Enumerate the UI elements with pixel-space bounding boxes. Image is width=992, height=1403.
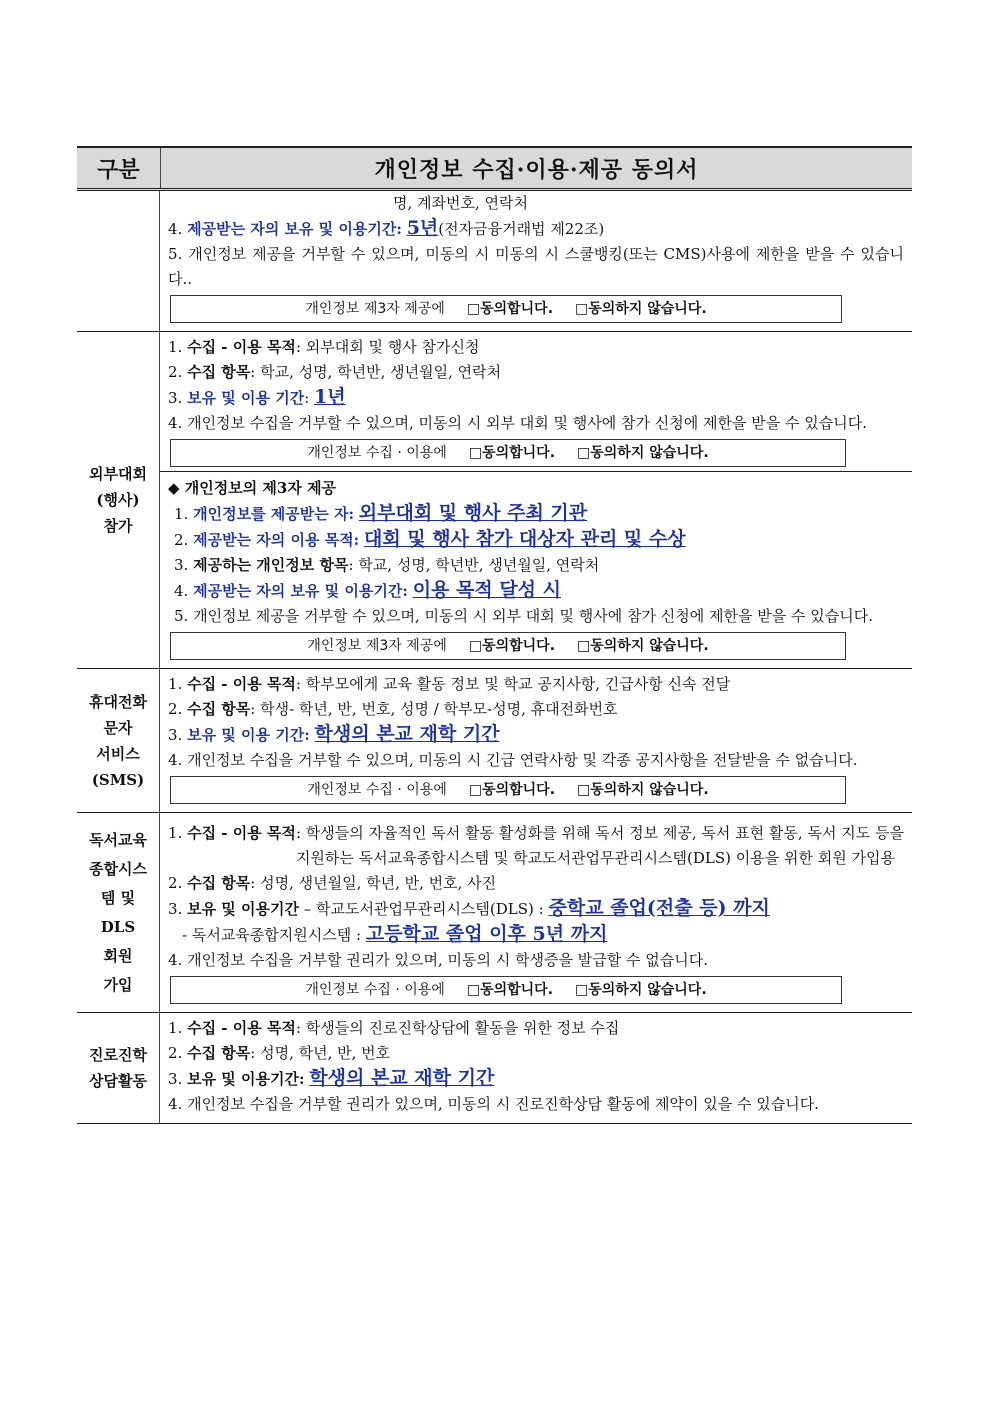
continued-line: 명, 계좌번호, 연락처 bbox=[393, 194, 528, 212]
disagree-checkbox[interactable]: □동의하지 않습니다. bbox=[575, 981, 707, 998]
third-party-section bbox=[160, 471, 912, 660]
disagree-checkbox[interactable]: □동의하지 않습니다. bbox=[577, 444, 709, 461]
agree-checkbox[interactable]: □동의합니다. bbox=[468, 781, 556, 798]
disagree-checkbox[interactable]: □동의하지 않습니다. bbox=[575, 300, 707, 317]
table-header bbox=[77, 146, 912, 191]
row-dls bbox=[77, 813, 912, 1013]
agree-checkbox[interactable]: □동의합니다. bbox=[468, 637, 556, 654]
consent-box-collection: 개인정보 수집 · 이용에 □동의합니다. □동의하지 않습니다. bbox=[170, 976, 842, 1004]
item-retention: 3. 보유 및 이용 기간: 학생의 본교 재학 기간 bbox=[168, 723, 500, 745]
item-fields: 2. 수집 항목: 학생- 학년, 반, 번호, 성명 / 학부모-성명, 휴대전화번호 bbox=[168, 700, 618, 718]
category-external-contest: 외부대회 (행사) 참가 bbox=[77, 332, 160, 668]
consent-box-collection: 개인정보 수집 · 이용에 □동의합니다. □동의하지 않습니다. bbox=[170, 439, 846, 467]
tp-fields: 3. 제공하는 개인정보 항목: 학교, 성명, 학년반, 생년월일, 연락처 bbox=[174, 556, 600, 574]
item-refusal: 4. 개인정보 수집을 거부할 권리가 있으며, 미동의 시 진로진학상담 활동에 제약이 있을 수 있습니다. bbox=[168, 1095, 819, 1113]
item-retention-2: - 독서교육종합지원시스템 : 고등학교 졸업 이후 5년 까지 bbox=[182, 923, 608, 945]
item-retention: 3. 보유 및 이용기간: 학생의 본교 재학 기간 bbox=[168, 1067, 495, 1089]
tp-recipient: 1. 개인정보를 제공받는 자: 외부대회 및 행사 주최 기관 bbox=[174, 502, 588, 524]
item-refusal: 4. 개인정보 수집을 거부할 수 있으며, 미동의 시 외부 대회 및 행사에 참가 신청에 제한을 받을 수 있습니다. bbox=[168, 414, 867, 432]
item-purpose: 1. 수집 - 이용 목적: 학생들의 진로진학상담에 활동을 위한 정보 수집 bbox=[168, 1019, 620, 1037]
consent-box-collection: 개인정보 수집 · 이용에 □동의합니다. □동의하지 않습니다. bbox=[170, 776, 846, 804]
tp-purpose: 2. 제공받는 자의 이용 목적: 대회 및 행사 참가 대상자 관리 및 수상 bbox=[174, 528, 686, 550]
category-career: 진로진학 상담활동 bbox=[77, 1013, 160, 1123]
item-retention: 3. 보유 및 이용기간 – 학교도서관업무관리시스템(DLS) : 중학교 졸업(전출 등) 까지 bbox=[168, 897, 770, 919]
item-refusal: 5. 개인정보 제공을 거부할 수 있으며, 미동의 시 미동의 시 스쿨뱅킹(또는 CMS)사용에 제한을 받을 수 있습니다.. bbox=[168, 245, 904, 288]
disagree-checkbox[interactable]: □동의하지 않습니다. bbox=[577, 781, 709, 798]
header-category: 구분 bbox=[77, 148, 161, 188]
item-retention: 4. 제공받는 자의 보유 및 이용기간: 5년(전자금융거래법 제22조) bbox=[168, 217, 605, 239]
tp-retention: 4. 제공받는 자의 보유 및 이용기간: 이용 목적 달성 시 bbox=[174, 579, 562, 601]
agree-checkbox[interactable]: □동의합니다. bbox=[466, 981, 554, 998]
category-dls: 독서교육 종합시스 템 및 DLS 회원 가입 bbox=[77, 813, 160, 1012]
consent-box-third-party: 개인정보 제3자 제공에 □동의합니다. □동의하지 않습니다. bbox=[170, 295, 842, 323]
agree-checkbox[interactable]: □동의합니다. bbox=[466, 300, 554, 317]
item-fields: 2. 수집 항목: 성명, 생년월일, 학년, 반, 번호, 사진 bbox=[168, 874, 497, 892]
row-sms bbox=[77, 669, 912, 813]
header-title: 개인정보 수집·이용·제공 동의서 bbox=[374, 156, 699, 183]
row-career-counseling bbox=[77, 1013, 912, 1123]
consent-box-third-party: 개인정보 제3자 제공에 □동의합니다. □동의하지 않습니다. bbox=[170, 632, 846, 660]
tp-refusal: 5. 개인정보 제공을 거부할 수 있으며, 미동의 시 외부 대회 및 행사에 참가 신청에 제한을 받을 수 있습니다. bbox=[174, 607, 873, 625]
third-party-title: ◆ 개인정보의 제3자 제공 bbox=[168, 479, 337, 497]
item-purpose: 1. 수집 - 이용 목적 : 학생들의 자율적인 독서 활동 활성화를 위해 독서 정보 제공, 독서 표현 활동, 독서 지도 등을 지원하는 독서교육종합시스템 및 학교도서관업무관리시스템(DLS) 이용을 위한 회원 가입용 bbox=[168, 824, 904, 867]
disagree-checkbox[interactable]: □동의하지 않습니다. bbox=[577, 637, 709, 654]
item-fields: 2. 수집 항목: 학교, 성명, 학년반, 생년월일, 연락처 bbox=[168, 363, 502, 381]
row-continuation bbox=[77, 191, 912, 332]
row-external-contest bbox=[77, 332, 912, 669]
item-purpose: 1. 수집 - 이용 목적: 외부대회 및 행사 참가신청 bbox=[168, 338, 480, 356]
category-cell-empty bbox=[77, 191, 160, 331]
item-purpose: 1. 수집 - 이용 목적: 학부모에게 교육 활동 정보 및 학교 공지사항, 긴급사항 신속 전달 bbox=[168, 675, 731, 693]
agree-checkbox[interactable]: □동의합니다. bbox=[468, 444, 556, 461]
item-retention: 3. 보유 및 이용 기간: 1년 bbox=[168, 386, 346, 408]
category-sms: 휴대전화 문자 서비스 (SMS) bbox=[77, 669, 160, 812]
item-refusal: 4. 개인정보 수집을 거부할 수 있으며, 미동의 시 긴급 연락사항 및 각종 공지사항을 전달받을 수 없습니다. bbox=[168, 751, 858, 769]
consent-table bbox=[77, 146, 912, 1124]
item-refusal: 4. 개인정보 수집을 거부할 권리가 있으며, 미동의 시 학생증을 발급할 수 없습니다. bbox=[168, 951, 708, 969]
item-fields: 2. 수집 항목: 성명, 학년, 반, 번호 bbox=[168, 1044, 391, 1062]
